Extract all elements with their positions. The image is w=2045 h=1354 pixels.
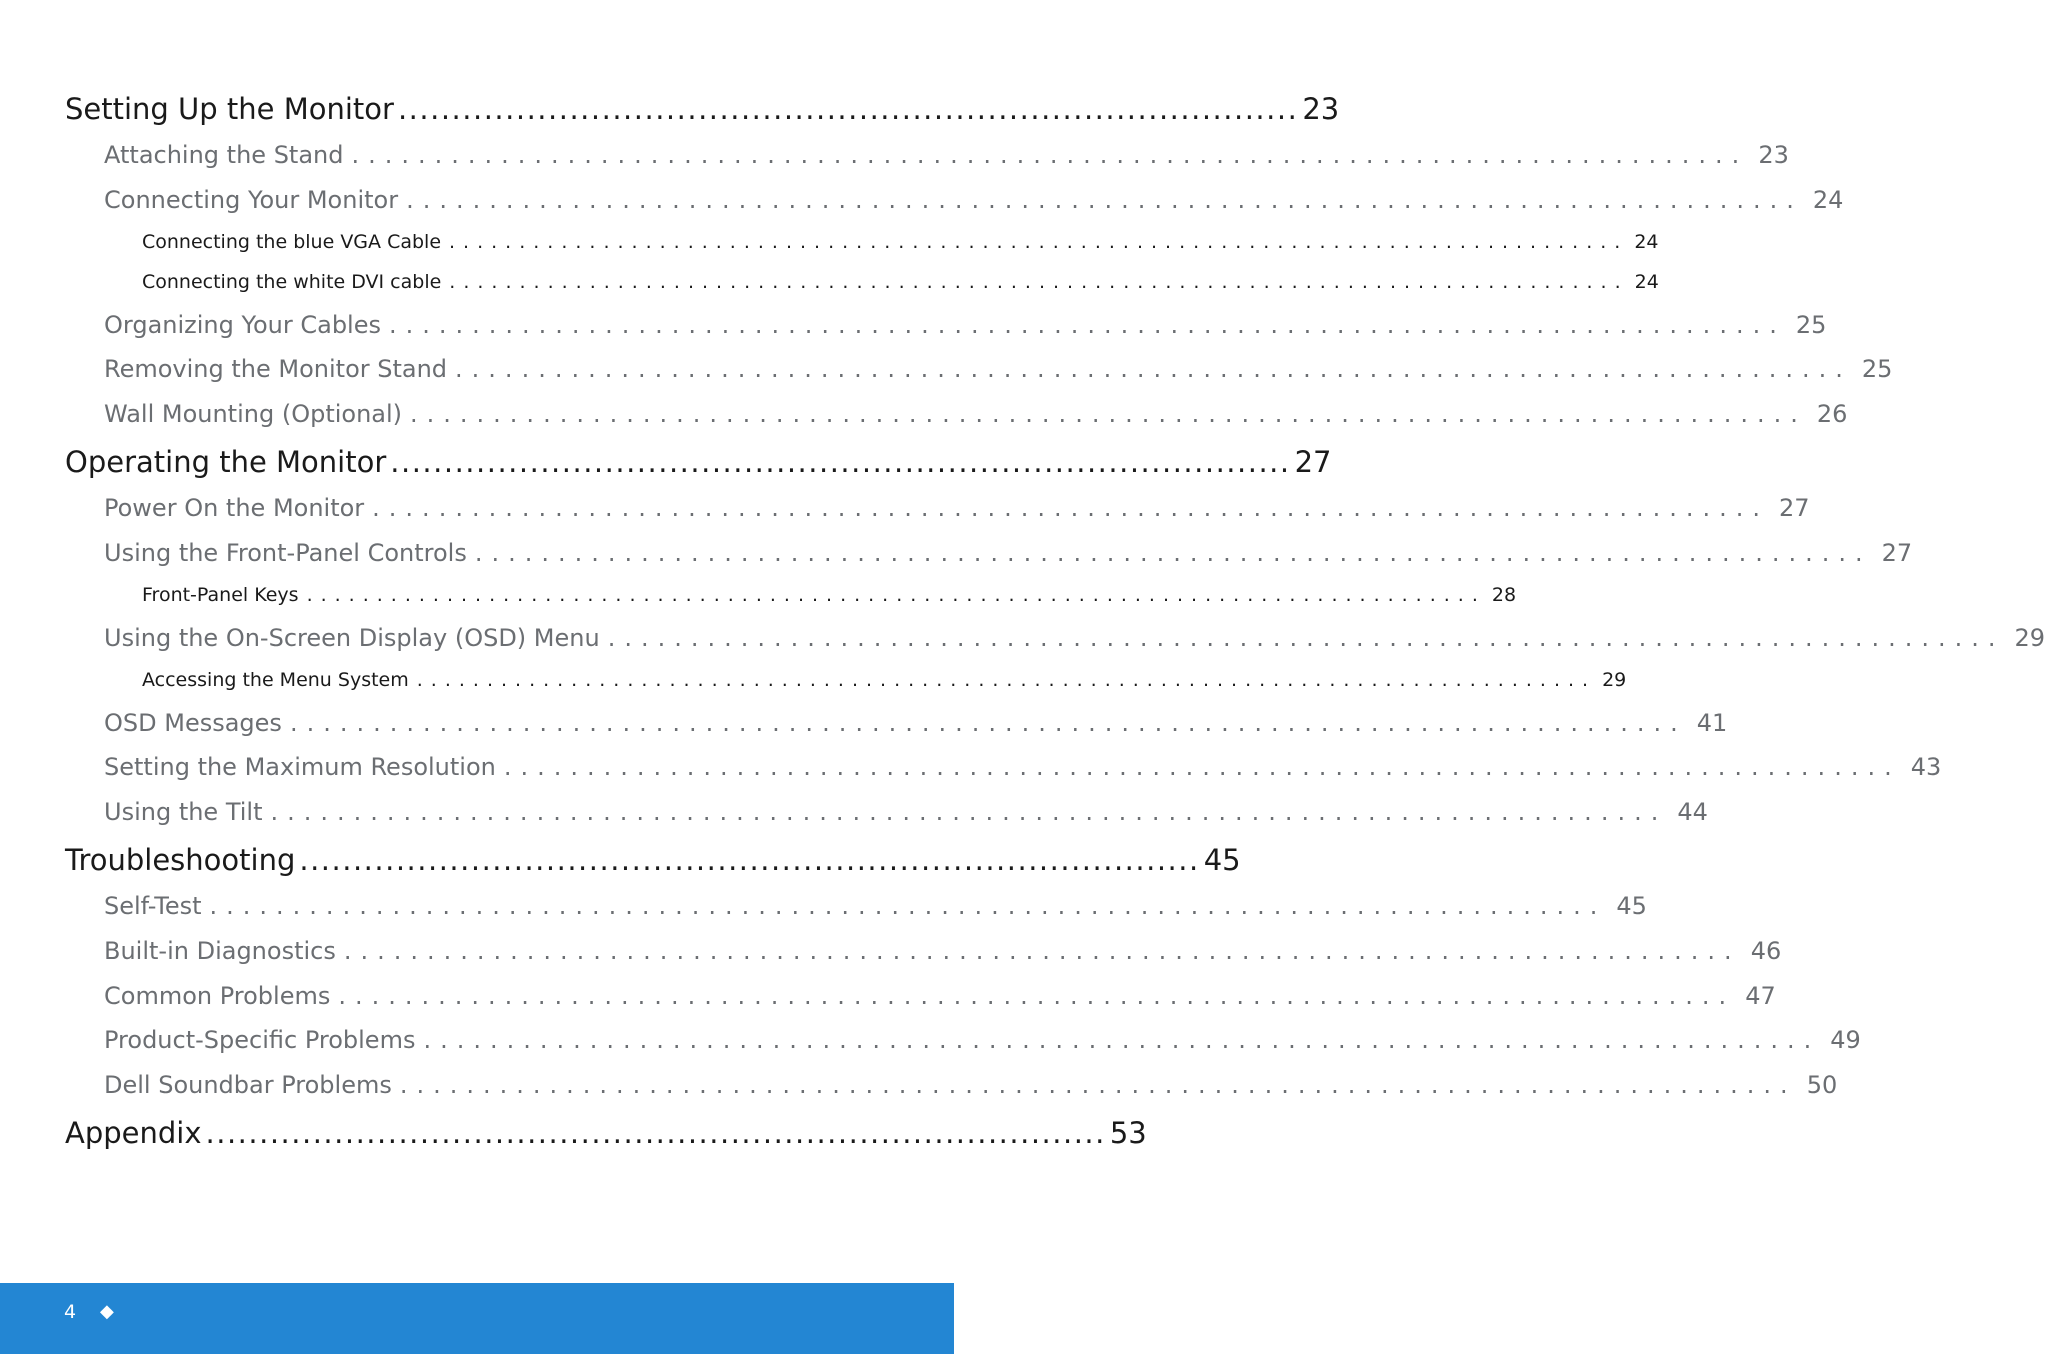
toc-title: Removing the Monitor Stand [104,355,448,383]
toc-page-number: 53 [1109,1116,1147,1150]
toc-leader: .................................................................................... [607,624,2005,652]
toc-title: Power On the Monitor [104,494,365,522]
toc-leader: .................................................................................... [289,709,1687,737]
toc-leader: .................................................................................... [343,937,1741,965]
toc-chapter[interactable] [65,442,1332,482]
toc-title: Product-Specific Problems [104,1026,416,1054]
toc-title: Built-in Diagnostics [104,937,336,965]
toc-leader: .................................................................................... [390,445,1291,479]
toc-page-number: 23 [1758,141,1789,169]
toc-leader: .................................................................................... [455,355,1852,383]
toc-title: Troubleshooting [65,843,296,877]
toc-chapter[interactable] [65,840,1241,880]
toc-page-number: 24 [1812,186,1844,214]
toc-section[interactable] [104,979,1776,1013]
toc-leader: .................................................................................... [423,1026,1821,1054]
toc-leader: .................................................................................... [503,753,1901,781]
toc-subsection[interactable] [142,581,1517,609]
toc-page-number: 45 [1616,892,1647,920]
toc-leader: .................................................................................... [410,400,1807,428]
footer-bar [0,1283,954,1354]
toc-leader: .................................................................................... [389,311,1786,339]
toc-title: Connecting the blue VGA Cable [142,231,442,253]
toc-title: Using the On-Screen Display (OSD) Menu [104,624,600,652]
toc-leader: .................................................................................... [372,494,1769,522]
toc-section[interactable] [104,1023,1861,1057]
toc-title: OSD Messages [104,709,282,737]
toc-title: Connecting the white DVI cable [142,271,442,293]
toc-page-number: 25 [1795,311,1827,339]
toc-section[interactable] [104,138,1789,172]
toc-leader: .................................................................................... [209,892,1607,920]
toc-page-number: 24 [1634,271,1659,293]
toc-page-number: 28 [1491,584,1517,606]
toc-leader: .................................................................................... [299,843,1200,877]
toc-section[interactable] [104,1068,1838,1102]
diamond-icon: ◆ [100,1301,114,1322]
toc-title: Front-Panel Keys [142,584,299,606]
toc-section[interactable] [104,621,2045,655]
toc-page-number: 25 [1861,355,1893,383]
toc-leader: .................................................................................... [270,798,1668,826]
toc-section[interactable] [104,352,1893,386]
toc-page-number: 47 [1745,982,1776,1010]
toc-title: Using the Tilt [104,798,263,826]
footer-page-number: 4 [64,1301,77,1323]
toc-page-number: 26 [1816,400,1848,428]
toc-page-number: 27 [1881,539,1913,567]
toc-title: Wall Mounting (Optional) [104,400,403,428]
toc-leader: .................................................................................... [397,92,1299,126]
toc-page-number: 50 [1806,1071,1838,1099]
toc-page-number: 29 [1602,669,1627,691]
toc-chapter[interactable] [65,89,1340,129]
toc-section[interactable] [104,750,1942,784]
toc-page-number: 29 [2014,624,2045,652]
toc-leader: .................................................................................... [351,141,1749,169]
toc-leader: .................................................................................... [416,669,1597,691]
toc-title: Connecting Your Monitor [104,186,399,214]
toc-title: Setting the Maximum Resolution [104,753,496,781]
toc-section[interactable] [104,889,1647,923]
toc-page-number: 27 [1294,445,1332,479]
toc-subsection[interactable] [142,228,1659,256]
toc-section[interactable] [104,183,1844,217]
toc-title: Self-Test [104,892,202,920]
toc-page-number: 44 [1677,798,1708,826]
toc-title: Attaching the Stand [104,141,344,169]
toc-leader: .................................................................................... [338,982,1736,1010]
toc-page-number: 49 [1830,1026,1861,1054]
toc-section[interactable] [104,397,1848,431]
toc-leader: .................................................................................... [474,539,1872,567]
toc-title: Dell Soundbar Problems [104,1071,392,1099]
toc-title: Accessing the Menu System [142,669,409,691]
toc-subsection[interactable] [142,666,1627,694]
toc-section[interactable] [104,934,1782,968]
toc-leader: .................................................................................... [449,271,1629,293]
toc-title: Organizing Your Cables [104,311,381,339]
toc-page-number: 24 [1634,231,1659,253]
toc-leader: .................................................................................... [306,584,1486,606]
toc-subsection[interactable] [142,268,1659,296]
toc-page-number: 43 [1910,753,1942,781]
toc-page-number: 27 [1779,494,1810,522]
toc-leader: .................................................................................... [205,1116,1106,1150]
toc-page-number: 41 [1696,709,1728,737]
toc-page-number: 46 [1750,937,1782,965]
toc-title: Using the Front-Panel Controls [104,539,467,567]
toc-section[interactable] [104,706,1728,740]
toc-title: Operating the Monitor [65,445,387,479]
toc-leader: .................................................................................... [406,186,1803,214]
toc-page-number: 45 [1203,843,1241,877]
toc-title: Common Problems [104,982,331,1010]
toc-leader: .................................................................................... [399,1071,1797,1099]
toc-section[interactable] [104,536,1913,570]
toc-section[interactable] [104,491,1810,525]
toc-page-number: 23 [1302,92,1340,126]
toc-chapter[interactable] [65,1113,1147,1153]
toc-leader: .................................................................................... [449,231,1629,253]
toc-title: Setting Up the Monitor [65,92,394,126]
toc-title: Appendix [65,1116,202,1150]
toc-section[interactable] [104,795,1708,829]
toc-section[interactable] [104,308,1827,342]
